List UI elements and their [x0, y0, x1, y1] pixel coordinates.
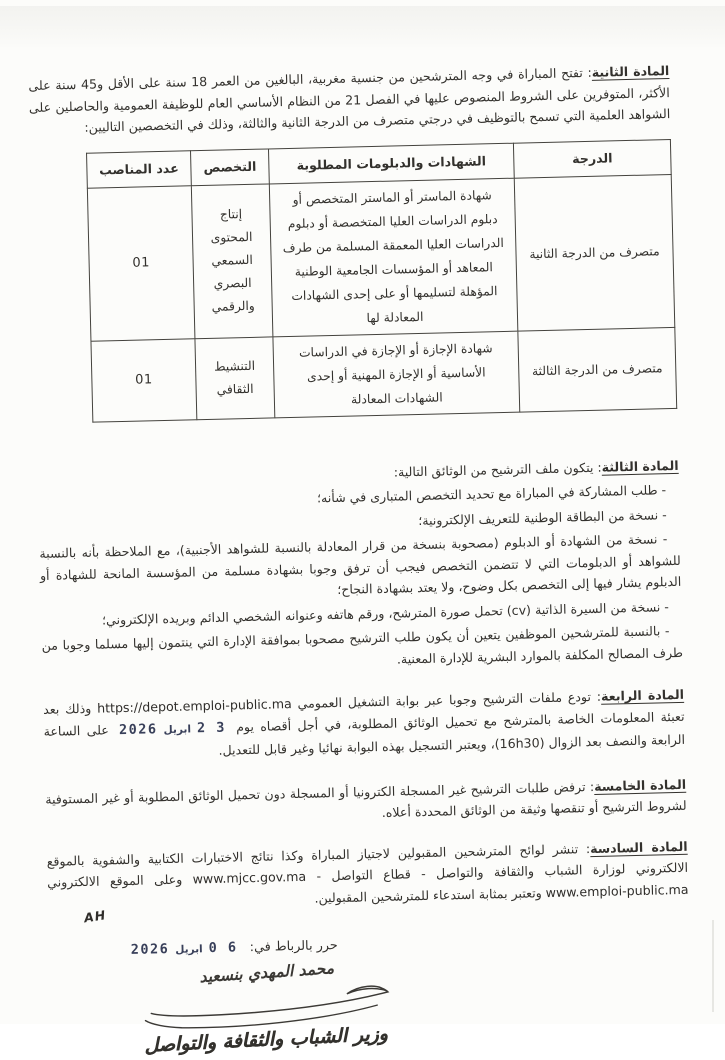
header-diplomas: الشهادات والدبلومات المطلوبة — [268, 143, 514, 184]
emploi-public-site-url: www.emploi-public.ma — [545, 881, 689, 900]
article-5-label: المادة الخامسة — [593, 776, 687, 794]
article-4-text-2: وذلك بعد تعبئة المعلومات الخاصة بالمترشح مع تحميل الوثائق المطلوبة، في أجل أقصاه يوم — [42, 700, 685, 735]
article-6-label: المادة السادسة — [589, 838, 688, 856]
specialty-cell: التنشيط الثقافي — [195, 336, 275, 419]
grade-cell: متصرف من الدرجة الثالثة — [518, 327, 677, 412]
scan-artifact-right-edge — [712, 920, 714, 1012]
stamp-year: 2026 — [130, 941, 170, 958]
article-2-label: المادة الثانية — [591, 62, 670, 80]
grade-cell: متصرف من الدرجة الثانية — [514, 174, 675, 331]
article-4-text-3: على الساعة الرابعة والنصف بعد الزوال (16h30)، ويعتبر التسجيل بهذه البوابة نهائيا وغير قابل للتعديل. — [43, 721, 686, 758]
article-2-paragraph — [28, 60, 670, 140]
closing-place-text: حرر بالرباط في: — [249, 938, 338, 956]
stamp-day: 2 3 — [196, 719, 227, 736]
qualifications-table — [86, 138, 677, 422]
stamp-year: 2026 — [118, 720, 158, 738]
header-specialty: التخصص — [190, 148, 269, 185]
list-item: - نسخة من السيرة الذاتية (cv) تحمل صورة المترشح، ورقم هاتفه وعنوانه الشخصي الدائم وبريده الإلكتروني؛ — [101, 598, 670, 628]
article-3-section — [37, 454, 683, 678]
table-row — [87, 174, 674, 341]
article-4-text-1: : تودع ملفات الترشيح وجوبا عبر بوابة التشغيل العمومي — [291, 688, 602, 712]
article-3-intro-text: : يتكون ملف الترشيح من الوثائق التالية: — [393, 459, 602, 480]
stamp-month: ابريل — [175, 943, 203, 956]
list-item: - بالنسبة للمترشحين الموظفين يتعين أن يكون طلب الترشيح مصحوبا بموافقة الإدارة التي ينتمون إليها مسلما وجوبا من طرف المصالح المكلفة بالموارد البشرية للإدارة المعنية. — [41, 623, 684, 667]
handwritten-initials: AH — [82, 906, 108, 925]
minister-title: وزير الشباب والثقافة والتواصل — [143, 1022, 389, 1057]
article-6-section — [46, 835, 689, 925]
article-6-text-1: : تنشر لوائح المترشحين المقبولين لاجتياز المباراة وكذا نتائج الاختبارات الكتابية والشفوية بالموقع الالكتروني لوزارة الشباب والثقافة والتواصل - قطاع التواصل - — [46, 840, 689, 884]
signature-name: محمد المهدي بنسعيد — [198, 958, 335, 986]
signature-flourish-icon — [141, 981, 394, 1031]
diplomas-cell: شهادة الإجازة أو الإجازة في الدراسات الأساسية أو الإجازة المهنية أو إحدى الشهادات المعادلة — [273, 331, 520, 418]
header-grade: الدرجة — [513, 139, 671, 178]
stamp-month: ابريل — [163, 722, 192, 736]
list-item: - طلب المشاركة في المباراة مع تحديد التخصص المتبارى في شأنه؛ — [316, 482, 667, 506]
article-4-label: المادة الرابعة — [600, 686, 685, 704]
list-item: - نسخة من الشهادة أو الدبلوم (مصحوبة بنسخة من قرار المعادلة بالنسبة للشواهد الأجنبية)، مع الملاحظة بأنه بالنسبة للشواهد أو الدبلومات التي لا تتضمن التخصص فيجب أن ترفق وجوبا بشهادة مسلمة من المؤسسة المانحة للشهادة أو الدبلوم يشار فيها إلى التخصص بكل وضوح، ولا يعتد بشهادة النجاح؛ — [39, 531, 682, 597]
depot-portal-url: https://depot.emploi-public.ma — [96, 696, 292, 716]
stamp-day: 0 6 — [208, 939, 238, 957]
signature-block — [137, 959, 396, 1031]
mjcc-site-url: www.mjcc.gov.ma — [192, 868, 307, 887]
documents-list — [38, 479, 683, 678]
article-5-paragraph — [45, 773, 687, 831]
issue-date-stamp — [127, 937, 242, 962]
article-6-text-3: وتعتبر بمثابة استدعاء للمترشحين المقبولين. — [314, 884, 546, 906]
diplomas-cell: شهادة الماستر أو الماستر المتخصص أو دبلوم الدراسات العليا المتخصصة أو دبلوم الدراسات العليا المعمقة المسلمة من طرف المعاهد أو المؤسسات الجامعية الوطنية المؤهلة لتسليمها أو على إحدى الشهادات المعادلة لها — [269, 178, 518, 337]
positions-cell: 01 — [91, 338, 197, 421]
scan-artifact-top-band — [0, 6, 725, 50]
document-content — [28, 60, 692, 1056]
article-6-text-2: وعلى الموقع الالكتروني — [47, 871, 193, 890]
article-4-paragraph — [43, 684, 685, 766]
specialty-cell: إنتاج المحتوى السمعي البصري والرقمي — [191, 183, 273, 338]
table-row — [91, 327, 677, 422]
positions-cell: 01 — [87, 185, 195, 340]
article-6-paragraph — [46, 835, 688, 915]
header-positions: عدد المناصب — [87, 150, 192, 187]
article-3-label: المادة الثالثة — [601, 457, 679, 475]
deadline-date-stamp — [115, 717, 230, 742]
article-5-text: : ترفض طلبات الترشيح غير المسجلة الكترونيا أو المسجلة دون تحميل الوثائق المطلوبة أو غير المستوفية لشروط الترشيح أو تنقصها وثيقة من الوثائق المحددة أعلاه. — [45, 778, 687, 820]
article-2-text: : تفتح المباراة في وجه المترشحين من جنسية مغربية، البالغين من العمر 18 سنة على الأقل و45 سنة على الأكثر، المتوفرين على الشروط المنصوص عليها في الفصل 21 من النظام الأساسي العام للوظيفة العمومية والحاصلين على الشواهد العلمية التي تسمح بالتوظيف في درجتي متصرف من الدرجة الثانية والثالثة، وذلك في التخصصين التاليين: — [28, 64, 671, 135]
list-item: - نسخة من البطاقة الوطنية للتعريف الإلكترونية؛ — [418, 506, 667, 528]
